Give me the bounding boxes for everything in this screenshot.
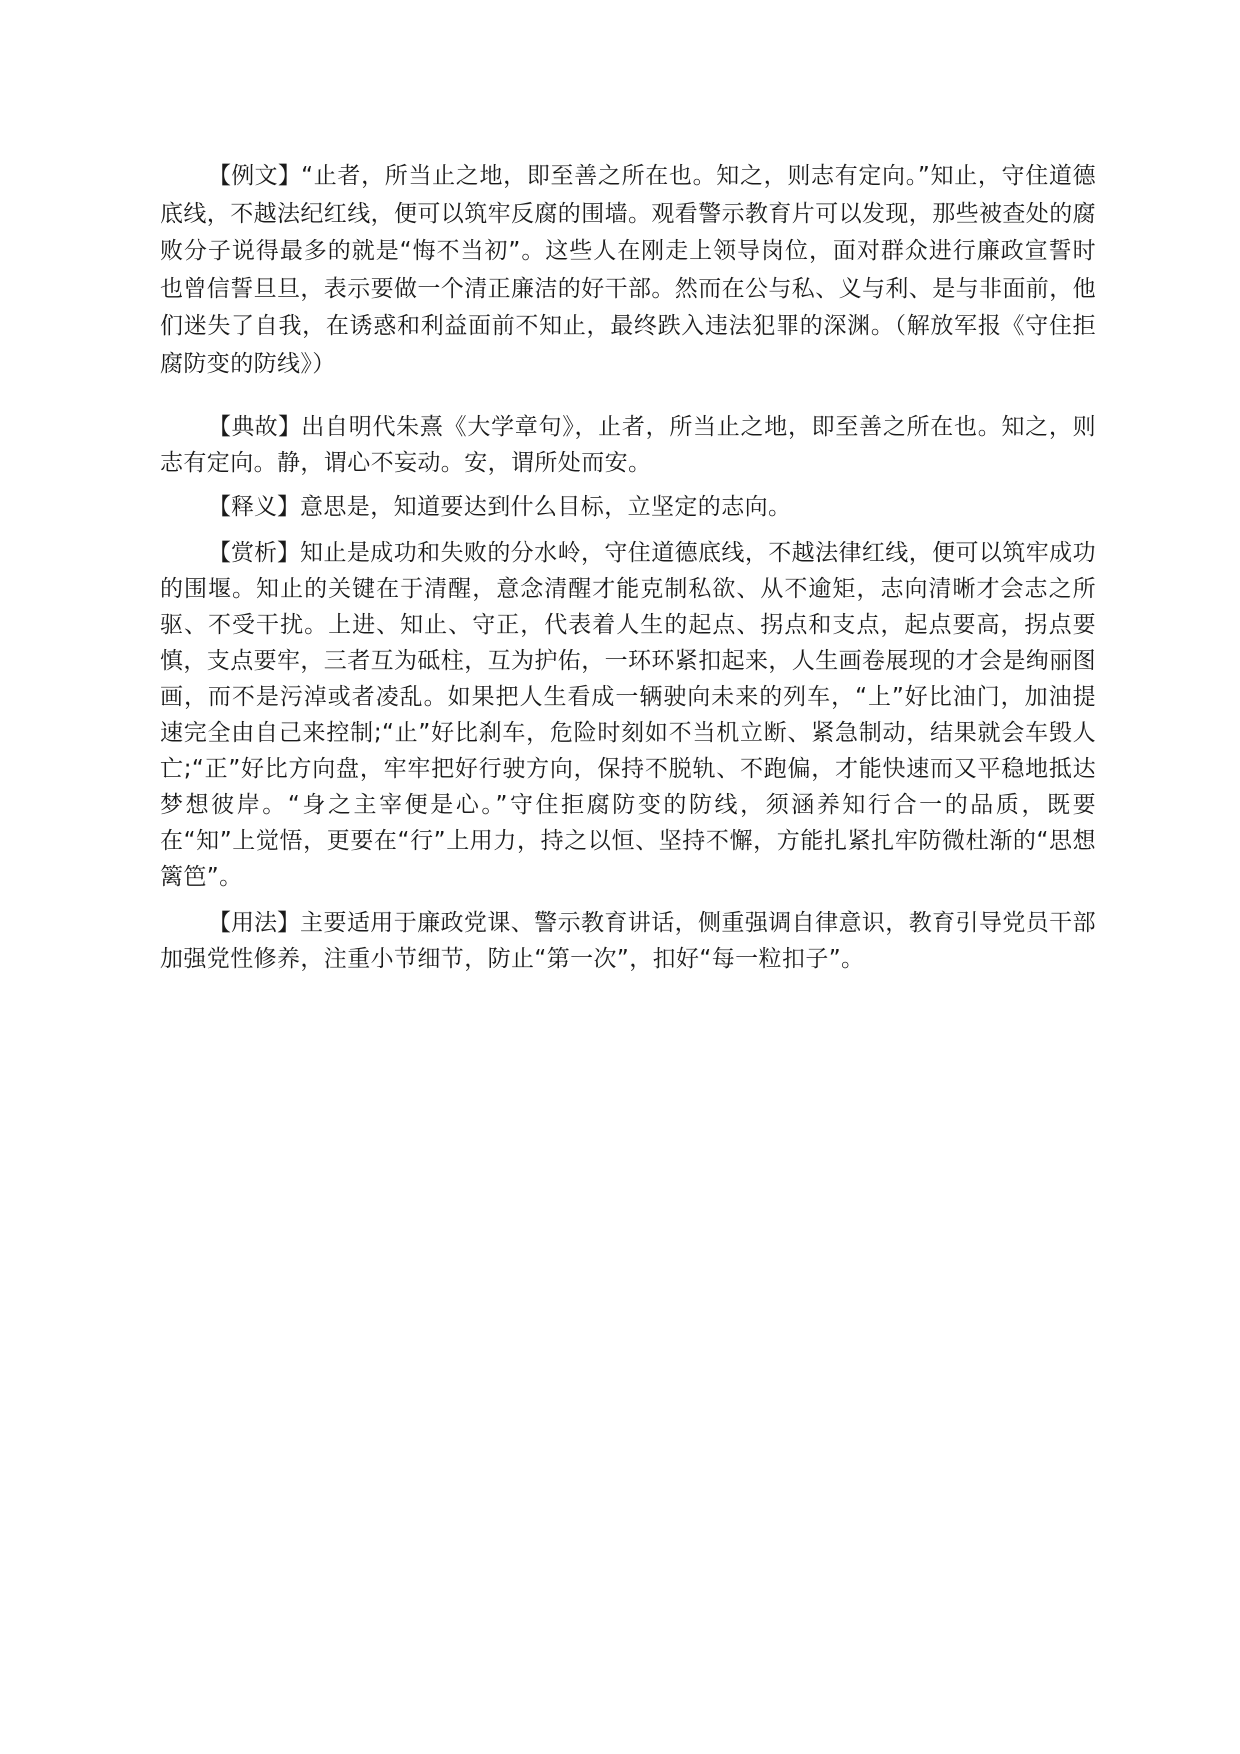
paragraph-source bbox=[160, 409, 1096, 481]
text-meaning: 意思是，知道要达到什么目标，立坚定的志向。 bbox=[300, 494, 792, 520]
text-example: “止者，所当止之地，即至善之所在也。知之，则志有定向。”知止，守住道德底线，不越法纪红线，便可以筑牢反腐的围墙。观看警示教育片可以发现，那些被查处的腐败分子说得最多的就是“悔不当初”。这些人在刚走上领导岗位，面对群众进行廉政宣誓时也曾信誓旦旦，表示要做一个清正廉洁的好干部。然而在公与私、义与利、是与非面前，他们迷失了自我，在诱惑和利益面前不知止，最终跌入违法犯罪的深渊。（解放军报《守住拒腐防变的防线》） bbox=[160, 163, 1096, 377]
paragraph-analysis bbox=[160, 535, 1096, 895]
label-analysis: 【赏析】 bbox=[208, 540, 301, 566]
text-analysis: 知止是成功和失败的分水岭，守住道德底线，不越法律红线，便可以筑牢成功的围堰。知止的关键在于清醒，意念清醒才能克制私欲、从不逾矩，志向清晰才会志之所驱、不受干扰。上进、知止、守正，代表着人生的起点、拐点和支点，起点要高，拐点要慎，支点要牢，三者互为砥柱，互为护佑，一环环紧扣起来，人生画卷展现的才会是绚丽图画，而不是污淖或者凌乱。如果把人生看成一辆驶向未来的列车，“上”好比油门，加油提速完全由自己来控制;“止”好比刹车，危险时刻如不当机立断、紧急制动，结果就会车毁人亡;“正”好比方向盘，牢牢把好行驶方向，保持不脱轨、不跑偏，才能快速而又平稳地抵达梦想彼岸。“身之主宰便是心。”守住拒腐防变的防线，须涵养知行合一的品质，既要在“知”上觉悟，更要在“行”上用力，持之以恒、坚持不懈，方能扎紧扎牢防微杜渐的“思想篱笆”。 bbox=[160, 540, 1096, 890]
text-source: 出自明代朱熹《大学章句》，止者，所当止之地，即至善之所在也。知之，则志有定向。静，谓心不妄动。安，谓所处而安。 bbox=[160, 414, 1097, 476]
label-example: 【例文】 bbox=[208, 163, 302, 189]
document-page bbox=[160, 158, 1096, 977]
label-usage: 【用法】 bbox=[208, 910, 301, 936]
paragraph-example bbox=[160, 158, 1096, 383]
label-meaning: 【释义】 bbox=[208, 494, 300, 520]
text-usage: 主要适用于廉政党课、警示教育讲话，侧重强调自律意识，教育引导党员干部加强党性修养，注重小节细节，防止“第一次”，扣好“每一粒扣子”。 bbox=[160, 910, 1096, 972]
paragraph-usage bbox=[160, 905, 1096, 977]
paragraph-meaning bbox=[160, 489, 1096, 525]
label-source: 【典故】 bbox=[208, 414, 302, 440]
